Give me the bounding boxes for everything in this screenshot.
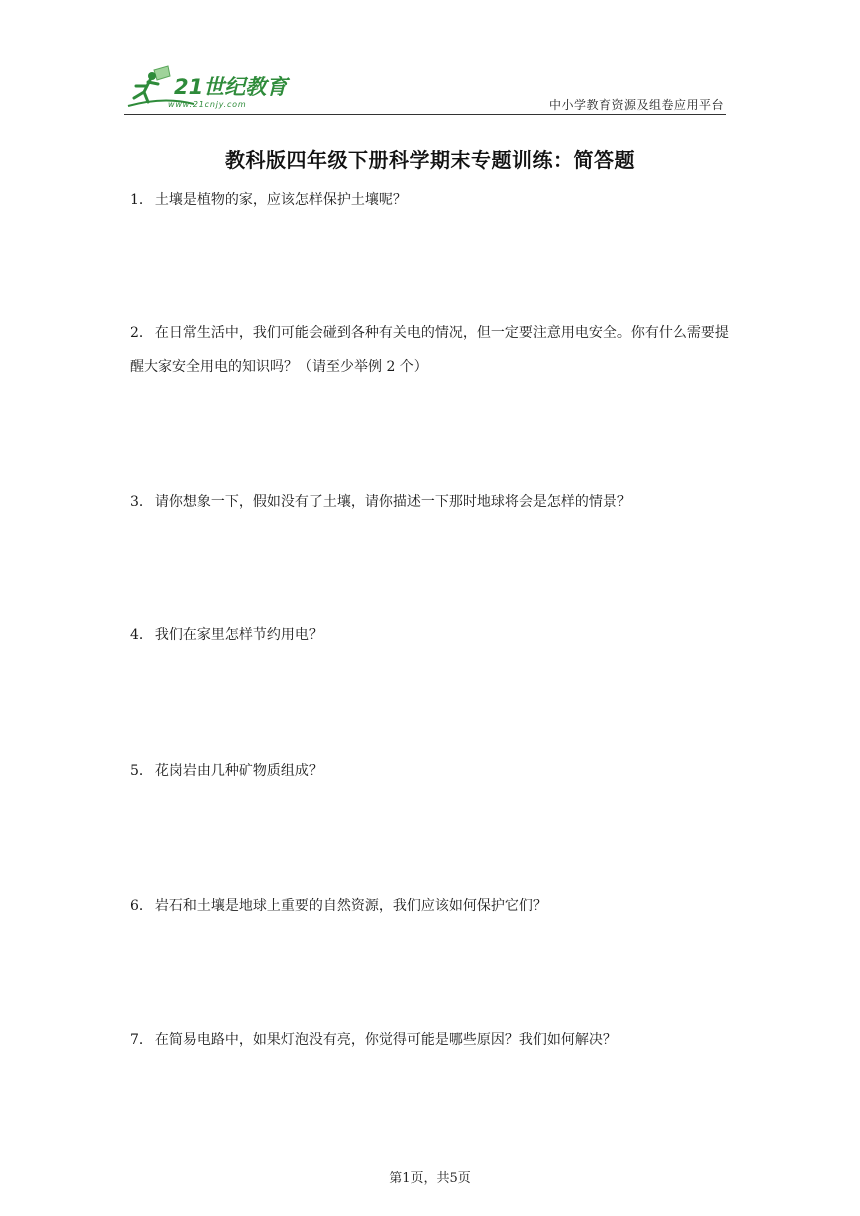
question-number: 2． bbox=[130, 325, 153, 341]
logo bbox=[124, 62, 294, 112]
question-2 bbox=[130, 316, 734, 384]
question-text: 土壤是植物的家，应该怎样保护土壤呢？ bbox=[154, 192, 407, 208]
question-5 bbox=[130, 754, 734, 788]
question-number: 3． bbox=[130, 494, 153, 510]
question-text: 岩石和土壤是地球上重要的自然资源，我们应该如何保护它们？ bbox=[154, 898, 547, 914]
page-header bbox=[124, 62, 726, 116]
question-number: 5． bbox=[130, 763, 153, 779]
page-title: 教科版四年级下册科学期末专题训练：简答题 bbox=[225, 148, 635, 172]
header-divider bbox=[124, 114, 726, 115]
question-text: 我们在家里怎样节约用电？ bbox=[154, 627, 323, 643]
platform-tagline: 中小学教育资源及组卷应用平台 bbox=[548, 98, 724, 112]
question-number: 1． bbox=[130, 192, 153, 208]
question-text: 请你想象一下，假如没有了土壤，请你描述一下那时地球将会是怎样的情景？ bbox=[154, 494, 631, 510]
question-6 bbox=[130, 889, 734, 923]
question-text: 在日常生活中，我们可能会碰到各种有关电的情况，但一定要注意用电安全。你有什么需要提醒大家安全用电的知识吗？（请至少举例 2 个） bbox=[130, 325, 729, 375]
question-number: 4． bbox=[130, 627, 153, 643]
question-4 bbox=[130, 618, 734, 652]
question-1 bbox=[130, 183, 734, 217]
running-man-logo-icon bbox=[124, 62, 294, 112]
question-3 bbox=[130, 485, 734, 519]
logo-url-text: www.21cnjy.com bbox=[168, 100, 247, 109]
logo-text: 21世纪教育 bbox=[174, 75, 288, 99]
question-text: 花岗岩由几种矿物质组成？ bbox=[154, 763, 323, 779]
question-7 bbox=[130, 1023, 734, 1057]
question-number: 6． bbox=[130, 898, 153, 914]
question-number: 7． bbox=[130, 1032, 153, 1048]
question-text: 在简易电路中，如果灯泡没有亮，你觉得可能是哪些原因？我们如何解决？ bbox=[154, 1032, 617, 1048]
page-footer: 第1页，共5页 bbox=[389, 1171, 471, 1186]
